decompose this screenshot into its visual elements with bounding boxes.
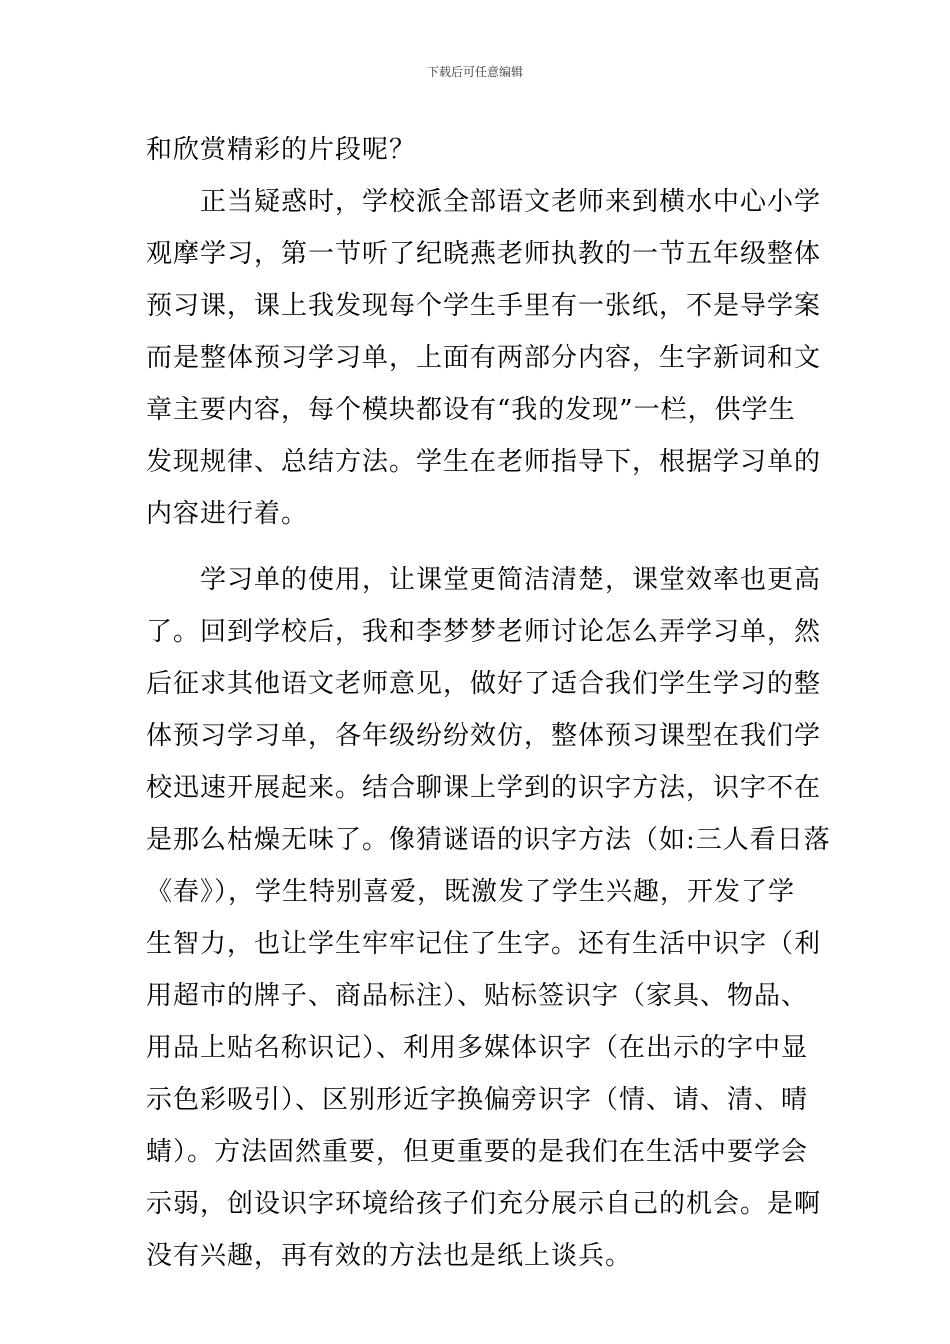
paragraph-gap [146,540,806,554]
text-line: 观摩学习，第一节听了纪晓燕老师执教的一节五年级整体 [146,239,822,269]
text-line: 和欣赏精彩的片段呢？ [146,135,417,165]
text-line: 而是整体预习学习单，上面有两部分内容，生字新词和文 [146,343,822,373]
text-line: 发现规律、总结方法。学生在老师指导下，根据学习单的 [146,447,822,477]
text-line: 了。回到学校后，我和李梦梦老师讨论怎么弄学习单，然 [146,617,822,647]
text-line: 是那么枯燥无味了。像猜谜语的识字方法（如:三人看日落 [146,825,831,855]
text-line: 内容进行着。 [146,499,309,529]
text-line: 校迅速开展起来。结合聊课上学到的识字方法，识字不在 [146,773,822,803]
text-line: 体预习学习单，各年级纷纷效仿，整体预习课型在我们学 [146,721,822,751]
text-line: 正当疑惑时，学校派全部语文老师来到横水中心小学 [146,187,822,217]
text-line: 章主要内容，每个模块都设有“我的发现”一栏，供学生 [146,395,796,425]
text-line: 生智力，也让学生牢牢记住了生字。还有生活中识字（利 [146,929,822,959]
text-line: 用品上贴名称识记）、利用多媒体识字（在出示的字中显 [146,1033,809,1063]
text-line: 学习单的使用，让课堂更简洁清楚，课堂效率也更高 [146,565,822,595]
text-line: 用超市的牌子、商品标注）、贴标签识字（家具、物品、 [146,981,809,1011]
page-header: 下载后可任意编辑 [426,65,523,79]
text-line: 预习课，课上我发现每个学生手里有一张纸，不是导学案 [146,291,822,321]
paragraph-3 [146,554,831,1282]
text-line: 示色彩吸引）、区别形近字换偏旁识字（情、请、清、晴 [146,1085,809,1115]
text-line: 后征求其他语文老师意见，做好了适合我们学生学习的整 [146,669,822,699]
paragraph-1 [146,124,806,176]
text-line: 示弱，创设识字环境给孩子们充分展示自己的机会。是啊 [146,1189,822,1219]
text-line: 《春》），学生特别喜爱，既激发了学生兴趣，开发了学 [146,877,796,907]
text-line: 没有兴趣，再有效的方法也是纸上谈兵。 [146,1241,633,1271]
text-line: 蜻）。方法固然重要，但更重要的是我们在生活中要学会 [146,1137,809,1167]
document-body [146,124,831,1282]
paragraph-2 [146,176,822,540]
